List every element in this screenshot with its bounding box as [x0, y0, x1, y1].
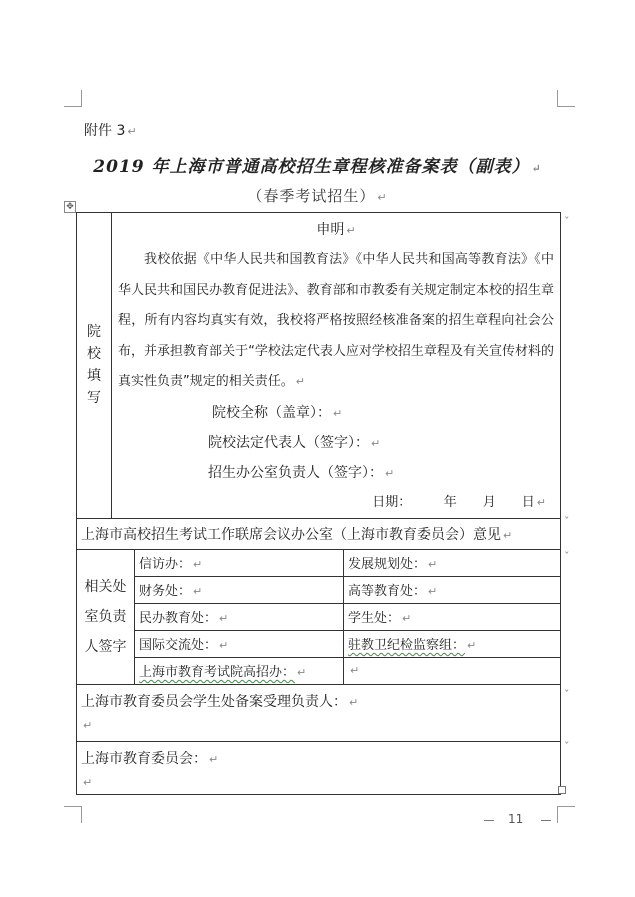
crop-mark-top-right-v — [557, 90, 559, 107]
page-subtitle: （春季考试招生） ↵ — [247, 187, 388, 205]
footer-dash-left — [484, 820, 494, 821]
row-end-marker: ˇ — [564, 215, 570, 228]
attachment-label: 附件 3 ↵ — [84, 123, 137, 139]
dept-cell-empty[interactable]: ↵ — [344, 657, 561, 684]
filing-form-table — [76, 212, 561, 795]
table-move-handle-icon[interactable]: ✥ — [64, 201, 76, 213]
date-line: 日期： 年 月 日 ↵ — [372, 494, 547, 510]
footer-dash-right — [541, 820, 551, 821]
dept-cell-higher-ed[interactable]: 高等教育处： ↵ — [344, 576, 561, 603]
crop-mark-bottom-right-v — [557, 806, 559, 823]
office-opinion-row[interactable]: 上海市高校招生考试工作联席会议办公室（上海市教育委员会）意见 ↵ — [77, 518, 561, 549]
dept-cell-private-ed[interactable]: 民办教育处： ↵ — [135, 603, 344, 630]
crop-mark-bottom-left-v — [81, 806, 83, 823]
declaration-cell[interactable] — [112, 213, 561, 519]
row-end-marker: ˇ — [564, 515, 570, 528]
declaration-title: 申明 ↵ — [316, 222, 356, 238]
row-end-marker: ˇ — [564, 550, 570, 563]
table-resize-handle-icon[interactable] — [558, 786, 566, 794]
page-number: 11 — [508, 812, 524, 826]
crop-mark-bottom-right — [557, 806, 575, 808]
dept-cell-xinfang[interactable]: 信访办： ↵ — [135, 549, 344, 576]
signature-admissions-head: 招生办公室负责人（签字）： ↵ — [208, 464, 395, 481]
crop-mark-top-left-v — [81, 90, 83, 107]
signature-legal-rep: 院校法定代表人（签字）： ↵ — [208, 434, 381, 451]
dept-cell-discipline[interactable]: 驻教卫纪检监察组： ↵ — [344, 630, 561, 657]
row-end-marker: ˇ — [564, 688, 570, 701]
declaration-text: 我校依据《中华人民共和国教育法》《中华人民共和国高等教育法》《中华人民共和国民办教育促进法》、教育部和市教委有关规定制定本校的招生章程，所有内容均真实有效，我校将严格按照经核准备案的招生章程向社会公布，并承担教育部关于“学校法定代表人应对学校招生章程及有关宣传材料的真实性负责”规定的相关责任。 ↵ — [118, 252, 555, 389]
dept-cell-student[interactable]: 学生处： ↵ — [344, 603, 561, 630]
dept-cell-intl[interactable]: 国际交流处： ↵ — [135, 630, 344, 657]
dept-cell-exam-authority[interactable]: 上海市教育考试院高招办： ↵ — [135, 657, 344, 684]
page-title: 2019 年上海市普通高校招生章程核准备案表（副表） ↵ — [93, 157, 542, 177]
commission-row[interactable]: 上海市教育委员会： ↵ ↵ — [77, 741, 561, 794]
record-person-row[interactable]: 上海市教育委员会学生处备案受理负责人： ↵ ↵ — [77, 684, 561, 741]
dept-cell-finance[interactable]: 财务处： ↵ — [135, 576, 344, 603]
row-end-marker: ˇ — [564, 740, 570, 753]
signature-school-name: 院校全称（盖章）： ↵ — [212, 404, 343, 421]
crop-mark-top-right — [557, 106, 575, 108]
school-fill-side-label: 院 校 填 写 — [77, 213, 112, 519]
crop-mark-bottom-left — [64, 806, 82, 808]
dept-side-label: 相关处 室负责 人签字 — [77, 549, 135, 684]
dept-cell-planning[interactable]: 发展规划处： ↵ — [344, 549, 561, 576]
crop-mark-top-left — [64, 106, 82, 108]
